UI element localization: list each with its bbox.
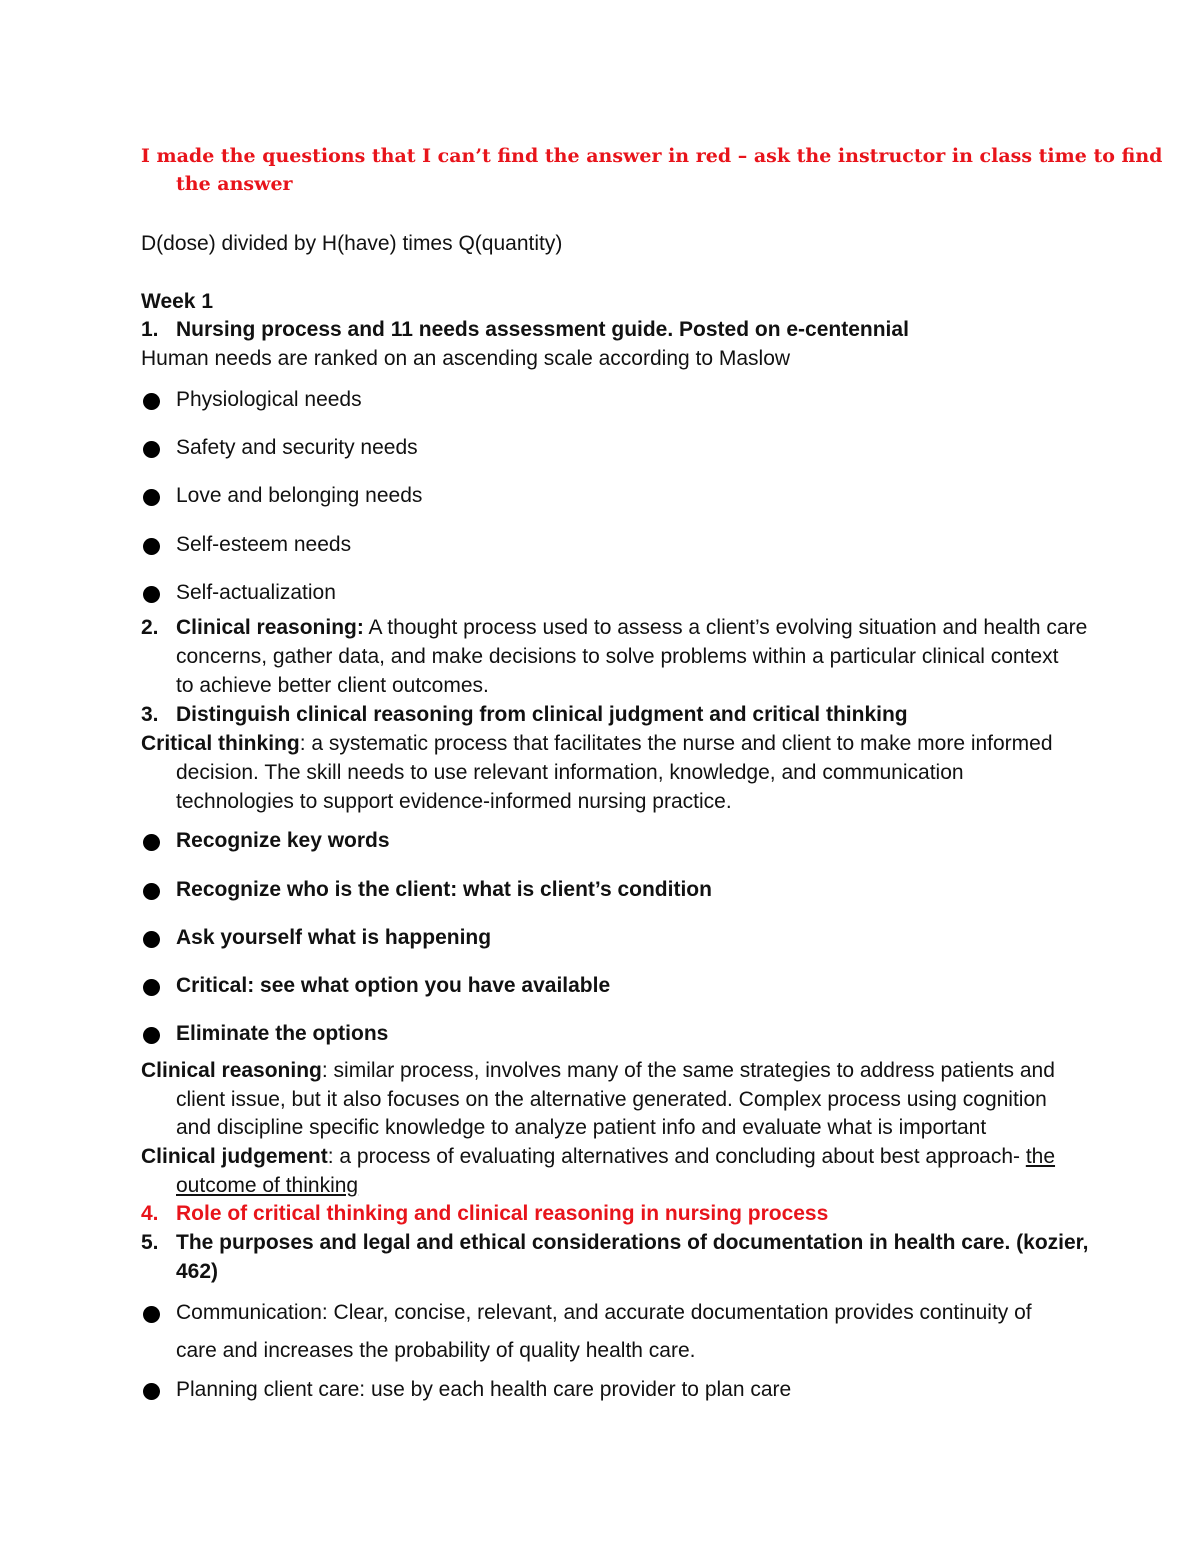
maslow-item: Self-esteem needs: [176, 533, 352, 556]
bullet-icon: [143, 931, 160, 948]
step-item: Eliminate the options: [176, 1022, 389, 1045]
item-4-title: Role of critical thinking and clinical reasoning in nursing process: [176, 1202, 829, 1225]
critical-thinking-line-2: decision. The skill needs to use relevant information, knowledge, and communication: [176, 761, 964, 784]
critical-thinking-line-3: technologies to support evidence-informed nursing practice.: [176, 790, 732, 813]
red-note-line-1: I made the questions that I can’t find the answer in red – ask the instructor in class time to find: [141, 145, 1163, 167]
documentation-item-1-line-1: Communication: Clear, concise, relevant, and accurate documentation provides continuity of: [176, 1301, 1032, 1324]
critical-thinking-def: : a systematic process that facilitates the nurse and client to make more informed: [299, 732, 1053, 755]
clinical-judgement-def: : a process of evaluating alternatives and concluding about best approach-: [327, 1145, 1026, 1168]
item-2-line-2: concerns, gather data, and make decisions to solve problems within a particular clinical context: [176, 645, 1059, 668]
clinical-judgement-underline: the: [1025, 1145, 1056, 1168]
bullet-icon: [143, 1383, 160, 1400]
item-2-def: A thought process used to assess a client’s evolving situation and health care: [363, 616, 1088, 639]
item-2-line-1: [176, 614, 1087, 642]
step-item: Recognize key words: [176, 829, 390, 852]
bullet-icon: [143, 883, 160, 900]
clinical-reasoning-line-2: client issue, but it also focuses on the alternative generated. Complex process using cognition: [176, 1088, 1047, 1111]
bullet-icon: [143, 834, 160, 851]
item-2-line-3: to achieve better client outcomes.: [176, 674, 489, 697]
maslow-item: Self-actualization: [176, 581, 336, 604]
clinical-reasoning-term: Clinical reasoning: [141, 1059, 322, 1082]
item-3-number: 3.: [141, 703, 159, 726]
red-note-line-2: the answer: [176, 173, 293, 195]
step-item: Ask yourself what is happening: [176, 926, 492, 949]
bullet-icon: [143, 586, 160, 603]
step-item: Critical: see what option you have available: [176, 974, 611, 997]
bullet-icon: [143, 393, 160, 410]
clinical-reasoning-line-1: [141, 1057, 1055, 1085]
bullet-icon: [143, 1306, 160, 1323]
clinical-reasoning-line-3: and discipline specific knowledge to analyze patient info and evaluate what is important: [176, 1116, 987, 1139]
bullet-icon: [143, 441, 160, 458]
documentation-item-2: Planning client care: use by each health care provider to plan care: [176, 1378, 792, 1401]
item-5-number: 5.: [141, 1231, 159, 1254]
clinical-judgement-line-2: outcome of thinking: [176, 1174, 359, 1197]
item-3-title: Distinguish clinical reasoning from clinical judgment and critical thinking: [176, 703, 908, 726]
item-2-term: Clinical reasoning:: [176, 616, 364, 639]
item-2-number: 2.: [141, 616, 159, 639]
item-1-number: 1.: [141, 318, 159, 341]
dosage-formula: D(dose) divided by H(have) times Q(quantity): [141, 232, 563, 255]
bullet-icon: [143, 538, 160, 555]
bullet-icon: [143, 1027, 160, 1044]
week-heading: Week 1: [141, 290, 213, 313]
critical-thinking-line-1: [141, 730, 1053, 758]
clinical-reasoning-def: : similar process, involves many of the same strategies to address patients and: [321, 1059, 1055, 1082]
step-item: Recognize who is the client: what is client’s condition: [176, 878, 712, 901]
item-1-title: Nursing process and 11 needs assessment guide. Posted on e-centennial: [176, 318, 909, 341]
maslow-item: Physiological needs: [176, 388, 362, 411]
item-4-number: 4.: [141, 1202, 159, 1225]
clinical-judgement-line-1: [141, 1143, 1055, 1171]
maslow-item: Safety and security needs: [176, 436, 418, 459]
human-needs-text: Human needs are ranked on an ascending scale according to Maslow: [141, 347, 791, 370]
bullet-icon: [143, 979, 160, 996]
maslow-item: Love and belonging needs: [176, 484, 423, 507]
clinical-judgement-term: Clinical judgement: [141, 1145, 328, 1168]
documentation-item-1-line-2: care and increases the probability of quality health care.: [176, 1339, 696, 1362]
item-5-title-line-1: The purposes and legal and ethical considerations of documentation in health care. (kozier,: [176, 1231, 1089, 1254]
bullet-icon: [143, 489, 160, 506]
item-5-title-line-2: 462): [176, 1260, 219, 1283]
critical-thinking-term: Critical thinking: [141, 732, 300, 755]
